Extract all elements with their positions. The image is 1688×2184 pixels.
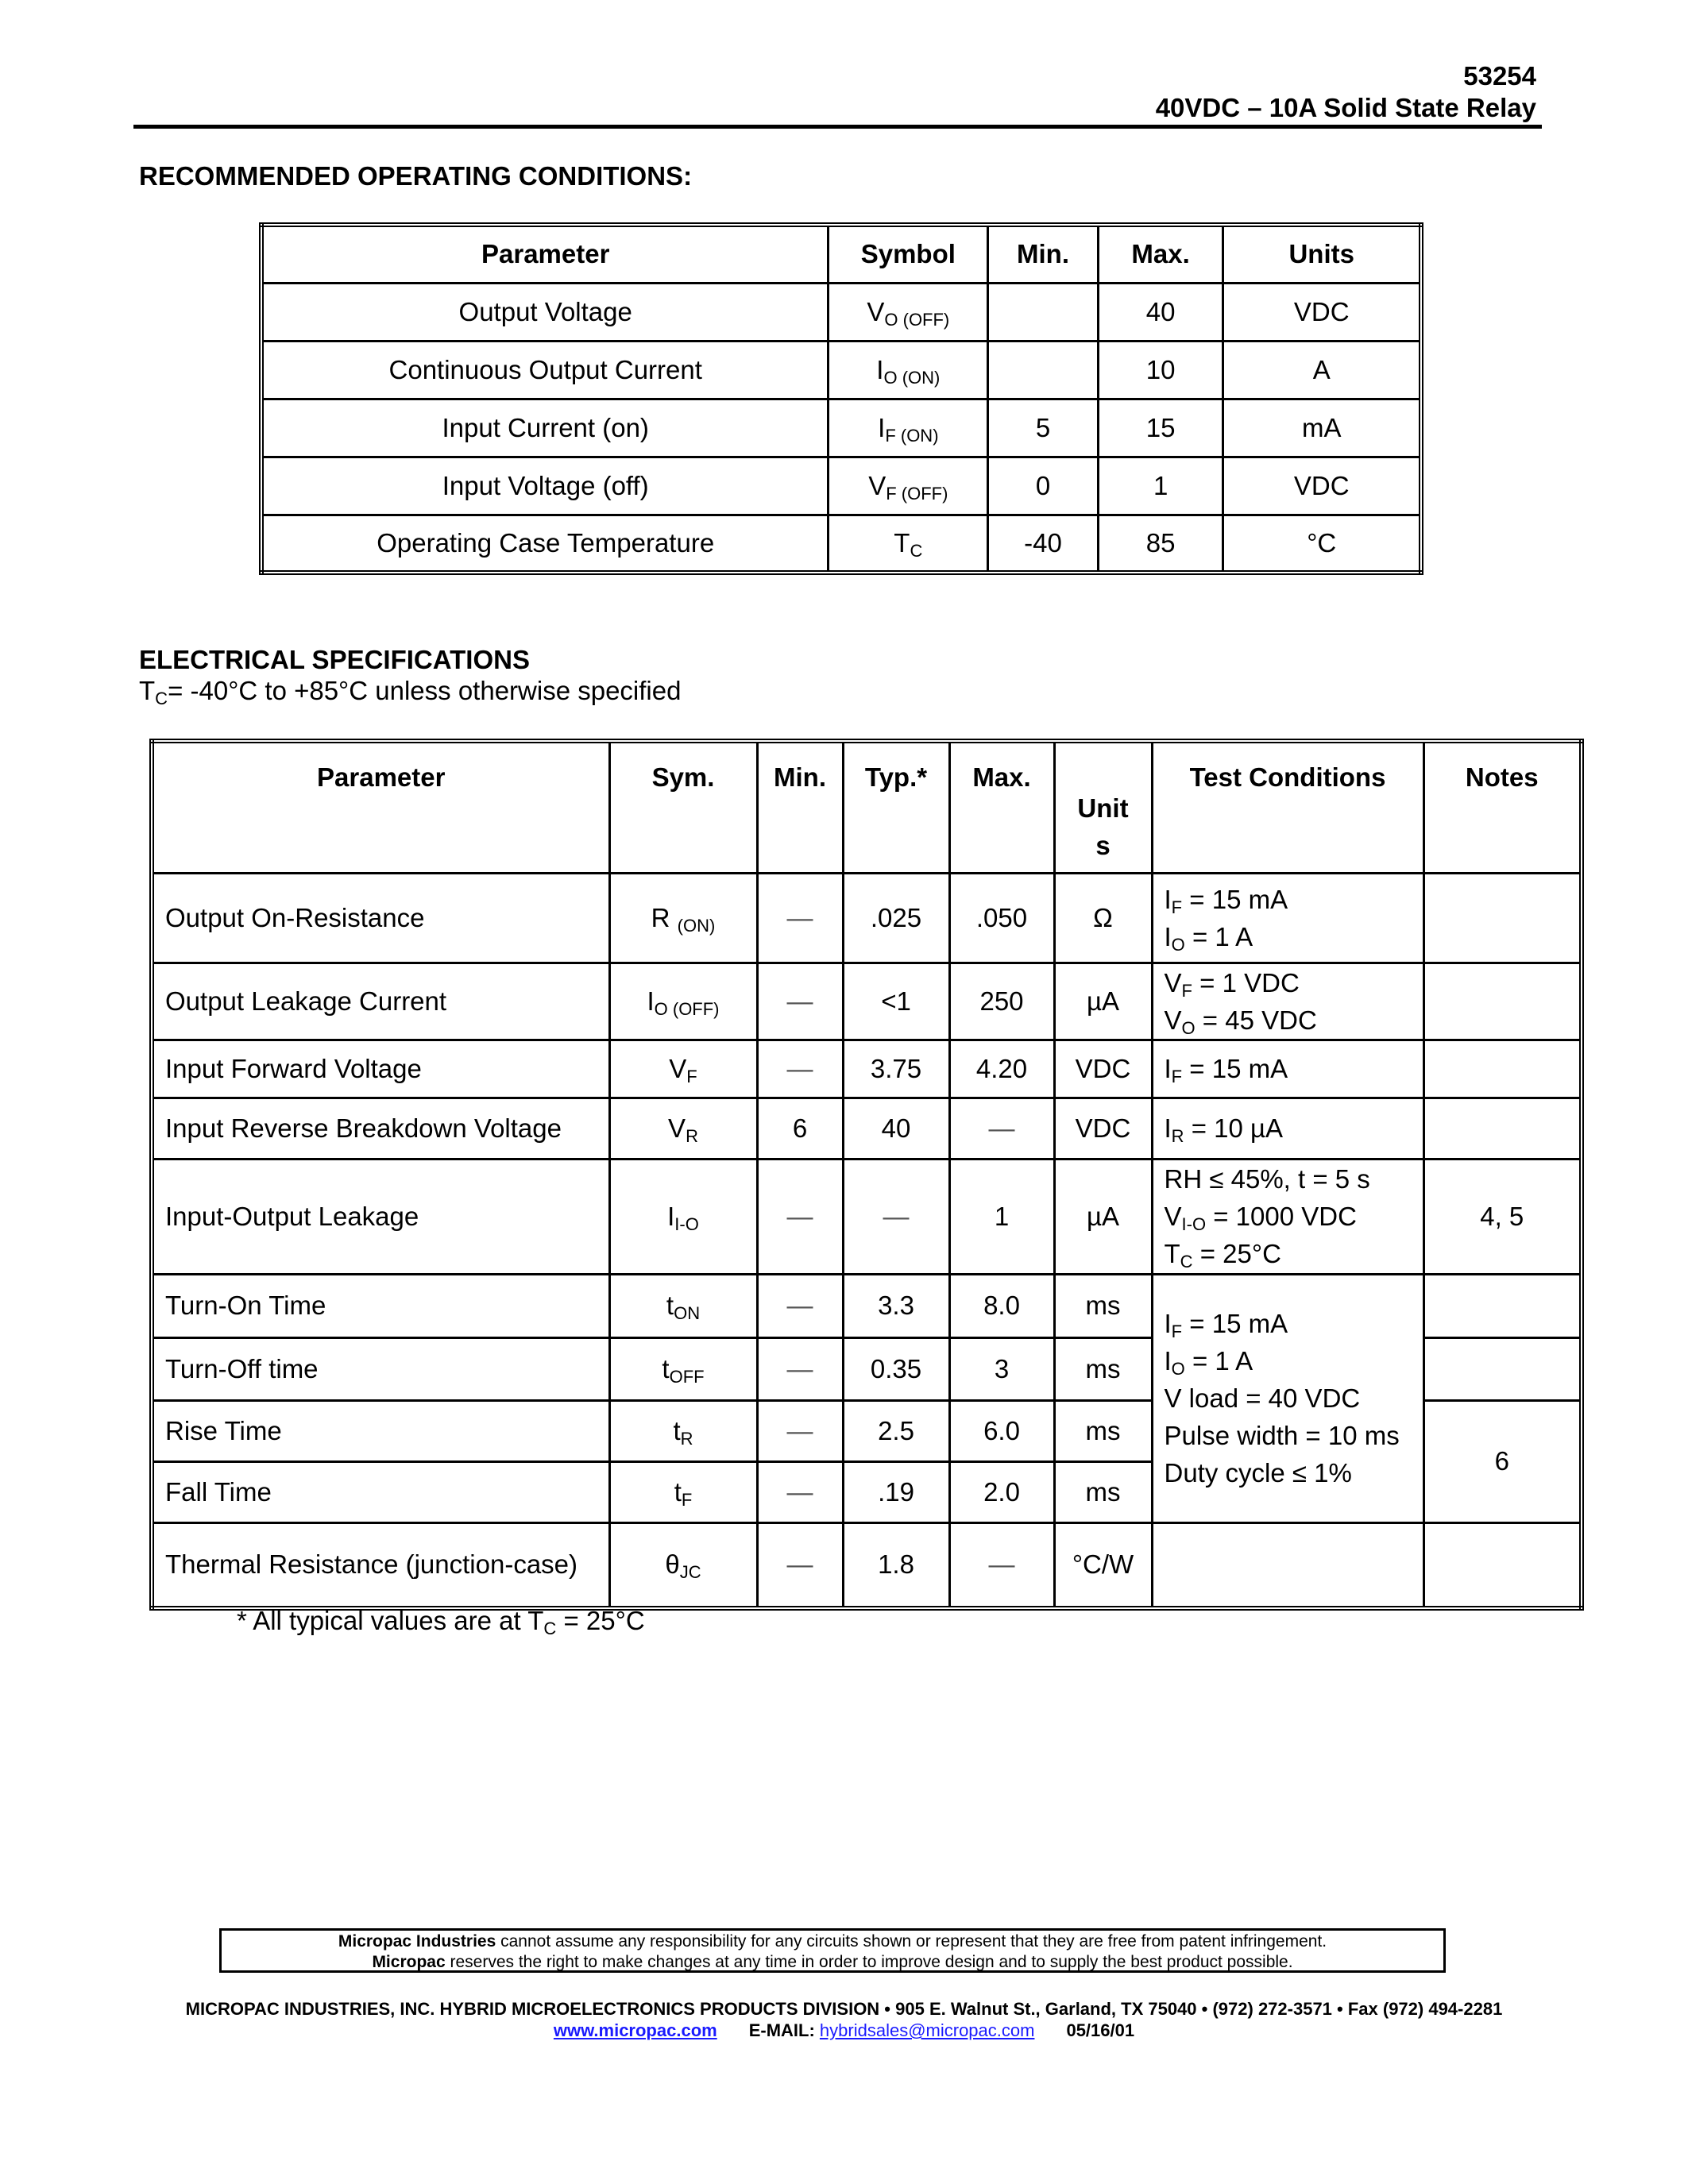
col-max: Max. [949,741,1054,873]
col-max: Max. [1098,225,1223,283]
col-parameter: Parameter [261,225,829,283]
col-units: Units [1223,225,1421,283]
table-row [261,399,1421,457]
footer-contact [0,2020,1688,2041]
electrical-section-subtitle: $T_C= -40^\circ C$ to +85°C unless otherwise specified [139,676,682,708]
min-cell: 0 [988,457,1099,515]
symbol-cell: $I_{F (ON)}$ [829,399,988,457]
min-cell: — [757,1400,843,1461]
min-cell: — [757,963,843,1040]
table-row [152,1159,1582,1274]
part-number: 53254 [1463,61,1536,91]
symbol-cell: $V_{F (OFF)}$ [829,457,988,515]
symbol-cell: $t_{ON}$ [609,1274,757,1337]
min-cell: — [757,1337,843,1400]
typ-cell: 2.5 [843,1400,949,1461]
param-cell: Rise Time [152,1400,609,1461]
disclaimer-box: Micropac Industries cannot assume any responsibility for any circuits shown or represent that they are free from patent infringement. Micropac reserves the right to make changes at any time in order to improve design and to supply the best product possible. [219,1928,1446,1973]
min-cell: — [757,1274,843,1337]
electrical-specifications-table [149,739,1584,1611]
param-cell: Turn-Off time [152,1337,609,1400]
symbol-cell: $V_R$ [609,1098,757,1159]
document-title: 40VDC – 10A Solid State Relay [1155,93,1536,122]
param-cell: Operating Case Temperature [261,515,829,573]
min-cell: — [757,1159,843,1274]
table-row [152,1274,1582,1337]
notes-cell [1423,1098,1582,1159]
max-cell: 10 [1098,341,1223,399]
typ-cell: 1.8 [843,1522,949,1608]
typical-values-footnote: * All typical values are at $T_C = 25^\circ C$ [237,1606,645,1638]
min-cell: — [757,1040,843,1098]
max-cell: — [949,1098,1054,1159]
param-cell: Input Voltage (off) [261,457,829,515]
notes-cell: 4, 5 [1423,1159,1582,1274]
notes-cell [1423,1040,1582,1098]
symbol-cell: $I_{O (OFF)}$ [609,963,757,1040]
symbol-cell: $I_{O (ON)}$ [829,341,988,399]
min-cell: — [757,1522,843,1608]
units-cell: ms [1054,1400,1152,1461]
recommended-section-title: RECOMMENDED OPERATING CONDITIONS: [139,161,693,191]
max-cell: 1 [949,1159,1054,1274]
max-cell: 2.0 [949,1461,1054,1522]
max-cell: — [949,1522,1054,1608]
footer-address: MICROPAC INDUSTRIES, INC. HYBRID MICROELECTRONICS PRODUCTS DIVISION • 905 E. Walnut St., Garland, TX 75040 • (972) 272-3571 • Fax (972) 494-2281 [185,1999,1503,2019]
typ-cell: .025 [843,873,949,963]
units-cell: ms [1054,1274,1152,1337]
min-cell: — [757,1461,843,1522]
max-cell: 6.0 [949,1400,1054,1461]
typ-cell: — [843,1159,949,1274]
param-cell: Input-Output Leakage [152,1159,609,1274]
units-cell: mA [1223,399,1421,457]
max-cell: 3 [949,1337,1054,1400]
symbol-cell: $I_{I-O}$ [609,1159,757,1274]
test-conditions-cell: $I_R = 10$ µA [1152,1098,1423,1159]
notes-cell [1423,1522,1582,1608]
typ-cell: <1 [843,963,949,1040]
param-cell: Input Forward Voltage [152,1040,609,1098]
symbol-cell: $t_R$ [609,1400,757,1461]
symbol-cell: $V_F$ [609,1040,757,1098]
table-row [261,457,1421,515]
table-row [261,515,1421,573]
notes-cell [1423,1274,1582,1337]
param-cell: Turn-On Time [152,1274,609,1337]
param-cell: Output On-Resistance [152,873,609,963]
table-header-row [152,741,1582,873]
units-cell: Ω [1054,873,1152,963]
units-cell: ms [1054,1337,1152,1400]
symbol-cell: R $_{(ON)}$ [609,873,757,963]
col-symbol: Symbol [829,225,988,283]
test-conditions-cell: $I_F = 15$ mA [1152,1040,1423,1098]
symbol-cell: $T_C$ [829,515,988,573]
symbol-cell: $V_{O (OFF)}$ [829,283,988,341]
footer-date: 05/16/01 [1066,2020,1135,2040]
typ-cell: 3.3 [843,1274,949,1337]
table-row [152,963,1582,1040]
notes-cell [1423,963,1582,1040]
col-notes: Notes [1423,741,1582,873]
units-cell: °C [1223,515,1421,573]
email-link[interactable]: hybridsales@micropac.com [819,2020,1035,2040]
typ-cell: 3.75 [843,1040,949,1098]
typ-cell: 0.35 [843,1337,949,1400]
min-cell [988,341,1099,399]
typ-cell: 40 [843,1098,949,1159]
param-cell: Input Current (on) [261,399,829,457]
notes-cell [1423,873,1582,963]
test-conditions-cell: $I_F = 15$ mA $I_O = 1$ A [1152,873,1423,963]
notes-cell [1423,1337,1582,1400]
min-cell: -40 [988,515,1099,573]
units-cell: °C/W [1054,1522,1152,1608]
switching-test-conditions-cell: $I_F = 15$ mA $I_O = 1$ A V load = 40 VDC Pulse width = 10 ms Duty cycle ≤ 1% [1152,1274,1423,1522]
document-header [1156,60,1536,124]
max-cell: 40 [1098,283,1223,341]
min-cell: 6 [757,1098,843,1159]
units-cell: µA [1054,963,1152,1040]
param-cell: Continuous Output Current [261,341,829,399]
units-cell: µA [1054,1159,1152,1274]
electrical-section-title: ELECTRICAL SPECIFICATIONS [139,645,530,674]
units-cell: VDC [1223,283,1421,341]
table-row [261,283,1421,341]
max-cell: 8.0 [949,1274,1054,1337]
symbol-cell: $t_{OFF}$ [609,1337,757,1400]
symbol-cell: $\theta_{JC}$ [609,1522,757,1608]
min-cell: 5 [988,399,1099,457]
max-cell: 4.20 [949,1040,1054,1098]
col-parameter: Parameter [152,741,609,873]
units-cell: VDC [1223,457,1421,515]
param-cell: Output Voltage [261,283,829,341]
col-min: Min. [988,225,1099,283]
website-link[interactable]: www.micropac.com [553,2020,717,2040]
param-cell: Thermal Resistance (junction-case) [152,1522,609,1608]
table-row [152,873,1582,963]
table-header-row [261,225,1421,283]
max-cell: 1 [1098,457,1223,515]
units-cell: ms [1054,1461,1152,1522]
col-units: Unit s [1054,741,1152,873]
max-cell: 15 [1098,399,1223,457]
email-label: E-MAIL: [748,2020,815,2040]
col-typ: Typ.* [843,741,949,873]
max-cell: 250 [949,963,1054,1040]
test-conditions-cell [1152,1522,1423,1608]
table-row [152,1522,1582,1608]
recommended-conditions-table [259,222,1423,575]
param-cell: Fall Time [152,1461,609,1522]
table-row [261,341,1421,399]
col-min: Min. [757,741,843,873]
col-test-conditions: Test Conditions [1152,741,1423,873]
table-row [152,1040,1582,1098]
header-divider [133,125,1542,129]
symbol-cell: $t_F$ [609,1461,757,1522]
notes-cell: 6 [1423,1400,1582,1522]
min-cell [988,283,1099,341]
units-cell: A [1223,341,1421,399]
units-cell: VDC [1054,1098,1152,1159]
units-cell: VDC [1054,1040,1152,1098]
max-cell: 85 [1098,515,1223,573]
table-row [152,1098,1582,1159]
test-conditions-cell: RH ≤ 45%, t = 5 s $V_{I-O} = 1000$ VDC $T_C = 25^\circ C$ [1152,1159,1423,1274]
col-symbol: Sym. [609,741,757,873]
min-cell: — [757,873,843,963]
param-cell: Input Reverse Breakdown Voltage [152,1098,609,1159]
typ-cell: .19 [843,1461,949,1522]
param-cell: Output Leakage Current [152,963,609,1040]
test-conditions-cell: $V_F = 1$ VDC $V_O = 45$ VDC [1152,963,1423,1040]
max-cell: .050 [949,873,1054,963]
